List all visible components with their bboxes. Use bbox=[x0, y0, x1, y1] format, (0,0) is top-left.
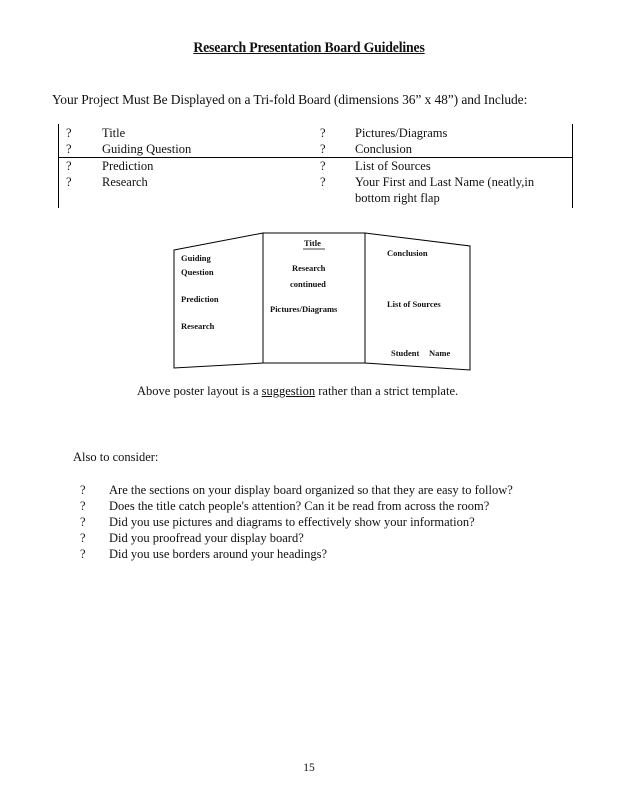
bullet-glyph: ? bbox=[80, 531, 86, 545]
list-item-text: Did you use borders around your headings? bbox=[109, 547, 328, 561]
requirement-text: List of Sources bbox=[355, 159, 431, 173]
board-label: List of Sources bbox=[387, 299, 441, 309]
requirement-item-continued: bottom right flap bbox=[355, 191, 440, 205]
board-label: Conclusion bbox=[387, 248, 428, 258]
board-label: Pictures/Diagrams bbox=[270, 304, 338, 314]
bullet-glyph: ? bbox=[66, 126, 72, 140]
bullet-glyph: ? bbox=[80, 547, 86, 561]
bullet-glyph: ? bbox=[320, 126, 326, 140]
board-label: Prediction bbox=[181, 294, 219, 304]
bullet-glyph: ? bbox=[80, 483, 86, 497]
board-center-panel bbox=[263, 233, 365, 363]
list-item-text: Did you use pictures and diagrams to effectively show your information? bbox=[109, 515, 475, 529]
bullet-glyph: ? bbox=[80, 515, 86, 529]
list-item bbox=[80, 514, 550, 530]
list-item bbox=[80, 546, 550, 562]
board-label: Research bbox=[292, 263, 326, 273]
intro-text: Your Project Must Be Displayed on a Tri-fold Board (dimensions 36” x 48”) and Include: bbox=[52, 92, 528, 107]
board-label: Guiding bbox=[181, 253, 211, 263]
bullet-glyph: ? bbox=[80, 499, 86, 513]
requirement-text: Research bbox=[102, 175, 148, 189]
requirement-text: Your First and Last Name (neatly,in bbox=[355, 175, 535, 189]
board-label: Question bbox=[181, 267, 214, 277]
bullet-glyph: ? bbox=[66, 175, 72, 189]
requirements-table bbox=[58, 124, 573, 208]
requirement-text: Title bbox=[102, 126, 126, 140]
bullet-glyph: ? bbox=[320, 142, 326, 156]
board-caption: Above poster layout is a suggestion rather than a strict template. bbox=[137, 384, 459, 398]
tri-fold-board-diagram bbox=[170, 228, 475, 376]
bullet-glyph: ? bbox=[320, 159, 326, 173]
board-label: Research bbox=[181, 321, 215, 331]
section-heading: Also to consider: bbox=[73, 450, 159, 464]
board-label: Name bbox=[429, 348, 451, 358]
list-item bbox=[80, 530, 550, 546]
requirement-text: Conclusion bbox=[355, 142, 412, 156]
caption-emphasis: suggestion bbox=[261, 384, 316, 398]
bullet-glyph: ? bbox=[66, 142, 72, 156]
board-label: continued bbox=[290, 279, 326, 289]
list-item bbox=[80, 498, 550, 514]
board-label: Student bbox=[391, 348, 420, 358]
consider-list bbox=[80, 482, 550, 562]
requirement-text: Pictures/Diagrams bbox=[355, 126, 448, 140]
bullet-glyph: ? bbox=[320, 175, 326, 189]
list-item-text: Did you proofread your display board? bbox=[109, 531, 304, 545]
list-item-text: Does the title catch people's attention? Can it be read from across the room? bbox=[109, 499, 490, 513]
requirement-text: Prediction bbox=[102, 159, 154, 173]
list-item-text: Are the sections on your display board organized so that they are easy to follow? bbox=[109, 483, 513, 497]
list-item bbox=[80, 482, 550, 498]
board-title-label: Title bbox=[304, 238, 321, 248]
requirement-text: Guiding Question bbox=[102, 142, 192, 156]
table-divider bbox=[59, 157, 572, 158]
page-number: 15 bbox=[303, 762, 315, 774]
bullet-glyph: ? bbox=[66, 159, 72, 173]
page-title: Research Presentation Board Guidelines bbox=[193, 40, 425, 56]
